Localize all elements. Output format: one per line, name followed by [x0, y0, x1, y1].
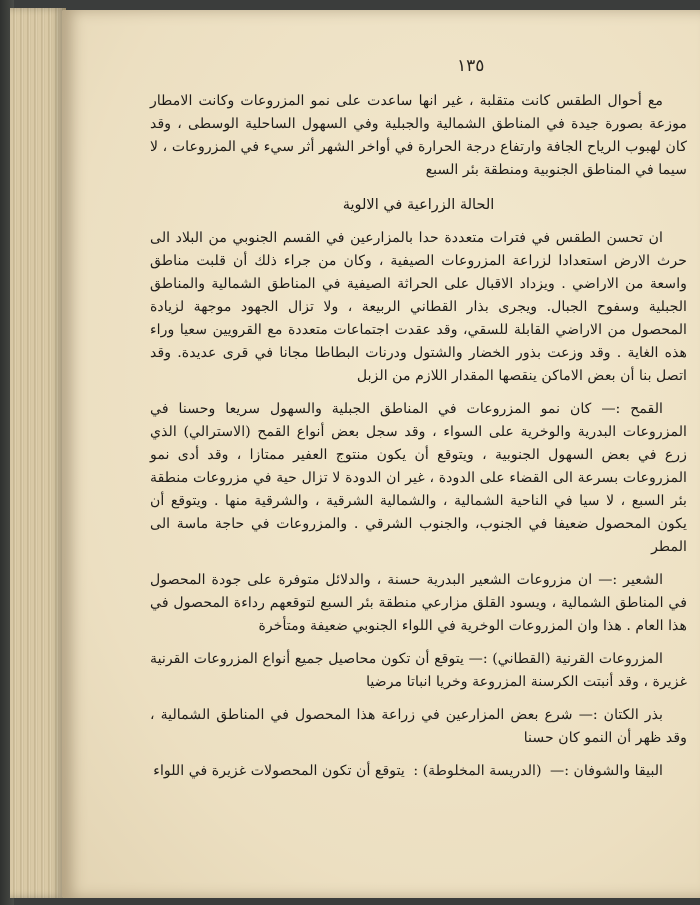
flax-label: بذر الكتان :— — [578, 707, 664, 723]
section-heading: الحالة الزراعية في الالوية — [342, 197, 495, 213]
flax-paragraph — [150, 704, 687, 750]
vetch-mixed-label: (الدريسة المخلوطة) : — [413, 763, 542, 779]
wheat-label: القمح :— — [601, 401, 663, 417]
page-stack-edge — [10, 8, 66, 898]
barley-text: ان مزروعات الشعير البدرية حسنة ، والدلائل متوفرة على جودة المحصول في المناطق الشمالية ، ويسود القلق مزارعي منطقة بئر السبع لتوقعهم رداءة المحصول في هذا العام . هذا وان المزروعات الوخرية في اللواء الجنوبي ضعيفة ومتأخرة — [150, 572, 687, 634]
page-number: ١٣٥ — [457, 56, 485, 76]
legumes-paragraph — [150, 648, 687, 694]
wheat-text: كان نمو المزروعات في المناطق الجبلية والسهول سريعا وحسنا في المزروعات البدرية والوخرية على السواء ، وقد سجل بعض أنواع القمح (الاسترالي) الذي زرع في بعض السهول الجنوبية ، ويتوقع أن يكون منتوج العفير ممتازا ، وقد أدى نمو المزروعات بسرعة الى القضاء على الدودة ، غير ان الدودة لا تزال حية في مزروعات منطقة بئر السبع ، لا سيا في الناحية الشمالية ، والشمالية الشرقية ، والشرقية منها . ويتوقع أن يكون المحصول ضعيفا في الجنوب، والجنوب الشرقي . والمزروعات في حاجة ماسة الى المطر — [150, 401, 687, 555]
vetch-paragraph — [150, 760, 687, 783]
flax-text: شرع بعض المزارعين في زراعة هذا المحصول في المناطق الشمالية ، وقد ظهر أن النمو كان حسنا — [150, 707, 687, 746]
legumes-label: المزروعات القرنية (القطاني) :— — [468, 651, 664, 667]
wheat-paragraph — [150, 398, 687, 559]
vetch-label: البيقا والشوفان :— — [550, 763, 663, 779]
vetch-text: يتوقع أن تكون المحصولات غزيرة في اللواء — [153, 763, 405, 779]
legumes-text: يتوقع أن تكون محاصيل جميع أنواع المزروعات القرنية غزيرة ، وقد أنبتت الكرسنة المزروعة وخريا انباتا مرضيا — [150, 651, 687, 690]
barley-paragraph — [150, 569, 687, 638]
barley-label: الشعير :— — [598, 572, 664, 588]
general-paragraph: ان تحسن الطقس في فترات متعددة حدا بالمزارعين في القسم الجنوبي من البلاد الى حرث الارض استعدادا لزراعة المزروعات الصيفية ، وكان من جراء ذلك أن قلبت مناطق واسعة من الاراضي . ويزداد الاقبال على الحراثة الصيفية في المناطق الشمالية والمناطق الجبلية وسفوح الجبال. ويجرى بذار القطاني الربيعة ، ولا تزال الجهود موجهة لزيادة المحصول من الاراضي القابلة للسقي، وقد عقدت اجتماعات متعددة مع القرويين سعيا وراء هذه الغاية . وقد وزعت بذور الخضار والشتول ودرنات البطاطا مجانا في قرى عديدة. وقد اتصل بنا أن بعض الاماكن ينقصها المقدار اللازم من الزبل — [150, 230, 687, 384]
intro-paragraph: مع أحوال الطقس كانت متقلبة ، غير انها ساعدت على نمو المزروعات وكانت الامطار موزعة بصورة جيدة في المناطق الشمالية والجبلية وفي السهول الساحلية الوسطى ، وقد كان لهبوب الرياح الجافة وارتفاع درجة الحرارة في أواخر الشهر أثر سيء في المزروعات ، لا سيما في المناطق الجنوبية ومنطقة بئر السبع — [150, 93, 687, 178]
page-body — [150, 90, 687, 783]
